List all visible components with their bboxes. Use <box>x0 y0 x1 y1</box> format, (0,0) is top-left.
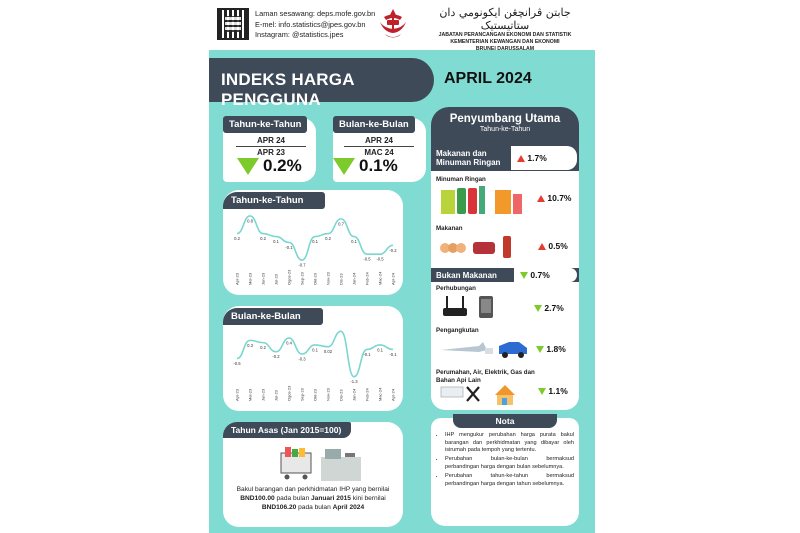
communication-label: Perhubungan <box>436 285 476 292</box>
housing-label-1: Perumahan, Air, Elektrik, Gas dan <box>436 369 535 376</box>
housing-label-2: Bahan Api Lain <box>436 376 481 384</box>
yoy-line1: APR 24 <box>256 136 285 145</box>
housing-label <box>436 369 535 384</box>
base-text-line3 <box>227 503 399 512</box>
data-label: 0.1 <box>273 239 279 245</box>
report-month: APRIL 2024 <box>444 70 532 87</box>
instagram-line[interactable]: Instagram: @statistics.jpes <box>255 30 344 39</box>
contributors-subtitle: Tahun-ke-Tahun <box>479 126 531 133</box>
note-item: • Perubahan tahun-ke-tahun bermaksud perbandingan harga dengan tahun sebelumnya. <box>445 473 574 488</box>
data-label: -0.5 <box>376 256 384 262</box>
x-tick-label: Sep-23 <box>299 272 305 285</box>
food-bev-value: 1.7% <box>527 153 547 163</box>
x-tick-label: Jun-23 <box>260 388 266 401</box>
data-label: 0.1 <box>312 239 318 245</box>
x-tick-label: Jan-24 <box>351 272 357 285</box>
x-tick-label: Sep-23 <box>299 388 305 401</box>
food-value-wrap <box>538 241 568 251</box>
communication-icon <box>441 294 501 320</box>
data-label: -0.1 <box>285 244 293 250</box>
note-item: • IHP mengukur perubahan harga purata bakul barangan dan perkhidmatan yang dibayar oleh isirumah pada tempoh yang tertentu. <box>445 432 574 455</box>
data-label: 0.8 <box>247 218 253 224</box>
x-tick-label: Feb-24 <box>364 388 370 401</box>
yoy-value: 0.2% <box>263 156 302 175</box>
data-label: -0.5 <box>233 361 241 367</box>
infographic-page <box>209 0 595 533</box>
x-tick-label: Mac-24 <box>377 271 383 285</box>
yoy-down-arrow-icon <box>237 158 259 175</box>
x-tick-label: Apr-23 <box>234 388 240 401</box>
food-label: Makanan <box>436 225 463 232</box>
shopping-cart-checkout-icon <box>275 445 367 483</box>
x-tick-label: Ogos-23 <box>286 269 292 285</box>
x-tick-label: Jul-23 <box>273 274 279 285</box>
x-tick-label: Okt-23 <box>312 388 318 401</box>
base-value-2024: BND106.20 <box>261 504 297 511</box>
email-line[interactable]: E-mel: info.statistics@jpes.gov.bn <box>255 19 366 29</box>
base-month-2015: Januari 2015 <box>310 495 351 502</box>
housing-value-wrap <box>538 386 568 396</box>
data-label: -0.1 <box>363 351 371 357</box>
transport-label: Pengangkutan <box>436 327 479 334</box>
communication-value: 2.7% <box>544 303 564 313</box>
page-title: INDEKS HARGA PENGGUNA <box>221 70 355 109</box>
x-tick-label: Apr-24 <box>390 272 396 285</box>
base-value-2015: BND100.00 <box>240 495 275 502</box>
website-line[interactable]: Laman sesawang: deps.mofe.gov.bn <box>255 9 376 18</box>
x-tick-label: Nov-23 <box>325 388 331 401</box>
data-label: 0.1 <box>312 347 318 353</box>
contributors-header <box>431 107 579 145</box>
mom-down-arrow-icon <box>333 158 355 175</box>
mom-value: 0.1% <box>359 156 398 175</box>
data-label: 0.7 <box>338 221 344 227</box>
communication-value-wrap <box>534 303 564 313</box>
mom-line-chart <box>227 321 403 407</box>
base-year-tag: Tahun Asas (Jan 2015=100) <box>223 422 351 438</box>
non-food-label: Bukan Makanan <box>436 271 497 280</box>
notes-list <box>438 432 574 490</box>
data-label: -0.7 <box>298 262 306 268</box>
transport-value-wrap <box>536 344 566 354</box>
x-tick-label: Dis-23 <box>338 389 344 401</box>
qr-code-icon[interactable] <box>217 8 249 40</box>
data-label: -0.1 <box>389 351 397 357</box>
mom-chart-title: Bulan-ke-Bulan <box>223 308 323 325</box>
yoy-line-chart <box>227 205 403 291</box>
mom-tag: Bulan-ke-Bulan <box>333 116 415 133</box>
housing-down-arrow-icon <box>538 388 546 395</box>
agency-block <box>419 6 591 53</box>
data-label: 0.2 <box>325 236 331 242</box>
mom-line1: APR 24 <box>364 136 393 145</box>
title-bar <box>209 58 434 109</box>
data-label: -0.2 <box>272 354 280 360</box>
data-label: 0.1 <box>351 239 357 245</box>
mom-compare <box>339 135 419 158</box>
x-tick-label: Mei-23 <box>247 272 253 285</box>
x-tick-label: Mei-23 <box>247 388 253 401</box>
base-text-mid2: kini bernilai <box>350 495 386 502</box>
data-label: 0.4 <box>286 340 292 346</box>
x-tick-label: Ogos-23 <box>286 385 292 401</box>
housing-icon <box>439 383 524 407</box>
x-tick-label: Dis-23 <box>338 273 344 285</box>
soft-drinks-value: 10.7% <box>547 193 572 203</box>
brunei-crest-icon <box>375 6 411 42</box>
notes-title: Nota <box>453 414 557 428</box>
food-bev-label-1: Makanan dan <box>436 149 487 158</box>
x-tick-label: Mac-24 <box>377 387 383 401</box>
yoy-tag: Tahun-ke-Tahun <box>223 116 307 133</box>
data-label: 0.2 <box>260 236 266 242</box>
base-text-line2 <box>227 494 399 503</box>
data-label: -0.5 <box>363 256 371 262</box>
communication-down-arrow-icon <box>534 305 542 312</box>
data-label: -0.3 <box>298 356 306 362</box>
housing-value: 1.1% <box>548 386 568 396</box>
non-food-down-arrow-icon <box>520 272 528 279</box>
data-label: 0.2 <box>260 345 266 351</box>
transport-icon <box>439 336 529 360</box>
base-text-line1: Bakul barangan dan perkhidmatan IHP yang bernilai <box>236 486 390 493</box>
x-tick-label: Apr-23 <box>234 272 240 285</box>
header <box>209 0 595 50</box>
x-tick-label: Feb-24 <box>364 272 370 285</box>
food-up-arrow-icon <box>538 243 546 250</box>
food-bev-label-2: Minuman Ringan <box>436 158 501 167</box>
non-food-value: 0.7% <box>530 270 550 280</box>
non-food-value-box <box>514 268 577 282</box>
agency-line-3: BRUNEI DARUSSALAM <box>475 46 535 52</box>
food-bev-value-box <box>511 146 577 170</box>
contributors-title: Penyumbang Utama <box>449 113 561 125</box>
note-item: • Perubahan bulan-ke-bulan bermaksud perbandingan harga dengan bulan sebelumnya. <box>445 456 574 471</box>
agency-name-jawi: جابتن ڤرانچڠن ايکونومي دان ستاتيستيک <box>439 6 571 32</box>
transport-down-arrow-icon <box>536 346 544 353</box>
yoy-compare <box>231 135 311 158</box>
base-month-2024: April 2024 <box>332 504 365 511</box>
data-label: 0.02 <box>323 349 333 355</box>
x-tick-label: Nov-23 <box>325 272 331 285</box>
data-label: 0.1 <box>377 347 383 353</box>
x-tick-label: Jan-24 <box>351 388 357 401</box>
base-text-mid3: pada bulan <box>296 504 333 511</box>
x-tick-label: Jun-23 <box>260 272 266 285</box>
yoy-line2: APR 23 <box>256 148 285 157</box>
x-tick-label: Jul-23 <box>273 390 279 401</box>
x-tick-label: Okt-23 <box>312 272 318 285</box>
contact-info <box>255 9 375 41</box>
agency-line-1: JABATAN PERANCANGAN EKONOMI DAN STATISTIK <box>438 32 572 38</box>
transport-value: 1.8% <box>546 344 566 354</box>
soft-drinks-value-wrap <box>537 193 571 203</box>
food-bev-up-arrow-icon <box>517 155 525 162</box>
soft-drinks-label: Minuman Ringan <box>436 176 486 183</box>
data-label: 0.3 <box>247 342 253 348</box>
data-label: -0.2 <box>389 247 397 253</box>
base-year-description <box>227 485 399 512</box>
soft-drinks-icon <box>439 184 524 217</box>
agency-line-2: KEMENTERIAN KEWANGAN DAN EKONOMI <box>450 39 560 45</box>
soft-drinks-up-arrow-icon <box>537 195 545 202</box>
food-icon <box>439 232 519 260</box>
yoy-chart-title: Tahun-ke-Tahun <box>223 192 325 209</box>
data-label: 0.2 <box>234 236 240 242</box>
mom-line2: MAC 24 <box>364 148 394 157</box>
x-tick-label: Apr-24 <box>390 388 396 401</box>
food-value: 0.5% <box>548 241 568 251</box>
base-text-mid1: pada bulan <box>274 495 311 502</box>
data-label: -1.3 <box>350 379 358 385</box>
